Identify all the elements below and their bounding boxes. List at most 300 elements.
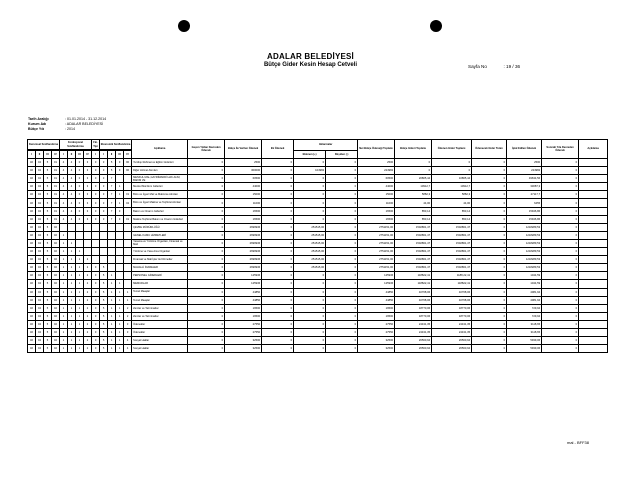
iptal-cell: 4081,94 (507, 288, 542, 296)
butce-ile-cell: 125936 (225, 280, 262, 288)
sonraki-cell: 0 (542, 320, 579, 328)
code-cell: 5 (44, 345, 52, 353)
odenen-cell: 853,14 (432, 207, 472, 215)
odenecek-cell: 0 (472, 183, 507, 191)
code-cell: 7 (108, 207, 116, 215)
code-cell (84, 231, 92, 239)
header-butce-ile: Bütçe İle Verilen Ödenek (225, 140, 262, 159)
code-cell (116, 239, 124, 247)
code-cell: 3 (100, 199, 108, 207)
ek-odenek-cell: 0 (262, 159, 294, 167)
sonraki-cell: 0 (542, 264, 579, 272)
code-cell: 46 (28, 312, 36, 320)
eklenen-cell: 0 (294, 304, 326, 312)
meta-value: : 01.01.2014 - 31.12.2014 (65, 117, 107, 121)
net-butce-cell: 2751151,00 (358, 231, 395, 239)
butce-gideri-cell: 853,14 (395, 215, 432, 223)
description-cell: Bakım ve Onarım Giderleri (132, 207, 188, 215)
eklenen-cell: 0 (294, 345, 326, 353)
odenecek-cell: 0 (472, 191, 507, 199)
gecen-yil-cell: 0 (188, 191, 225, 199)
code-cell: 1 (116, 280, 124, 288)
net-butce-cell: 224982 (358, 167, 395, 175)
code-cell: 1 (76, 304, 84, 312)
budget-table (27, 139, 608, 353)
code-cell (124, 231, 132, 239)
code-cell: 04 (36, 312, 44, 320)
aciklama-cell (579, 264, 608, 272)
code-cell: 02 (52, 256, 60, 264)
aciklama-cell (579, 337, 608, 345)
code-cell: 0 (92, 191, 100, 199)
code-cell: 1 (108, 345, 116, 353)
code-cell: 1 (108, 320, 116, 328)
code-header: III (76, 151, 84, 159)
code-cell: 0 (92, 337, 100, 345)
code-cell: 1 (68, 345, 76, 353)
code-cell: 4 (68, 175, 76, 183)
aciklama-cell (579, 199, 608, 207)
code-cell (116, 175, 124, 183)
code-cell: 3 (84, 183, 92, 191)
code-cell: 46 (28, 207, 36, 215)
eklenen-cell: 251515,00 (294, 264, 326, 272)
odenecek-cell: 0 (472, 159, 507, 167)
code-cell: 5 (100, 264, 108, 272)
table-row (28, 256, 608, 264)
code-cell (108, 248, 116, 256)
code-cell: 1 (108, 312, 116, 320)
code-cell (76, 239, 84, 247)
ek-odenek-cell: 0 (262, 183, 294, 191)
butce-gideri-cell: 20805,44 (395, 175, 432, 183)
code-cell: 1 (124, 288, 132, 296)
code-cell: 5 (108, 167, 116, 175)
code-cell: 4 (68, 215, 76, 223)
doc-title: Bütçe Gider Kesin Hesap Cetveli (263, 62, 358, 68)
code-cell: 3 (100, 183, 108, 191)
code-cell: 1 (116, 288, 124, 296)
code-cell: 1 (108, 304, 116, 312)
code-cell: 04 (36, 215, 44, 223)
code-header: I (60, 151, 68, 159)
odenen-cell: 1502861,47 (432, 264, 472, 272)
butce-ile-cell: 2699936 (225, 256, 262, 264)
code-cell: 46 (28, 159, 36, 167)
butce-gideri-cell: 1502861,47 (395, 239, 432, 247)
odenecek-cell: 0 (472, 288, 507, 296)
header-iptal: İptal Edilen Ödenek (507, 140, 542, 159)
butce-gideri-cell: 26560,94 (395, 337, 432, 345)
ek-odenek-cell: 0 (262, 296, 294, 304)
table-row (28, 199, 608, 207)
code-cell: 1 (116, 345, 124, 353)
code-cell: 0 (76, 183, 84, 191)
dusulen-cell: 0 (326, 272, 358, 280)
group-header-ekonomik: Ekonomik Sınıflandırma (100, 140, 132, 150)
sonraki-cell: 0 (542, 312, 579, 320)
odenecek-cell: 0 (472, 345, 507, 353)
description-cell: Temel Maaşlar (132, 296, 188, 304)
butce-gideri-cell: 26560,94 (395, 345, 432, 353)
code-cell: 1 (68, 239, 76, 247)
code-cell: 5 (100, 312, 108, 320)
dusulen-cell: 0 (326, 183, 358, 191)
code-header: I (28, 151, 36, 159)
code-cell: 02 (52, 239, 60, 247)
code-cell: 3 (100, 191, 108, 199)
meta-value: : ADALAR BELEDİYESİ (65, 122, 104, 126)
aciklama-cell (579, 248, 608, 256)
code-cell: 46 (28, 239, 36, 247)
description-cell: GENEL KAMU HİZMETLERİ (132, 231, 188, 239)
code-cell: 04 (36, 328, 44, 336)
code-header: II (68, 151, 76, 159)
table-row (28, 159, 608, 167)
code-cell: 04 (36, 280, 44, 288)
code-cell: 02 (52, 304, 60, 312)
punch-hole-right (430, 20, 442, 32)
code-cell: 1 (108, 272, 116, 280)
code-cell: 5 (44, 337, 52, 345)
butce-gideri-cell: 118822,41 (395, 280, 432, 288)
odenen-cell: 24431,35 (432, 320, 472, 328)
code-cell: 4 (68, 159, 76, 167)
odenen-cell: 10865,44 (432, 175, 472, 183)
code-cell (100, 256, 108, 264)
code-cell: 1 (116, 183, 124, 191)
gecen-yil-cell: 0 (188, 337, 225, 345)
code-cell: 5 (44, 167, 52, 175)
code-cell: 46 (28, 296, 36, 304)
code-cell: 1 (68, 272, 76, 280)
net-butce-cell: 44000 (358, 183, 395, 191)
net-butce-cell: 60500 (358, 175, 395, 183)
code-cell: 3 (116, 215, 124, 223)
code-cell: 1 (76, 288, 84, 296)
code-cell: 2 (84, 345, 92, 353)
butce-gideri-cell: 18770,06 (395, 304, 432, 312)
butce-ile-cell: 2500 (225, 159, 262, 167)
code-cell: 5 (44, 304, 52, 312)
net-butce-cell: 44850 (358, 296, 395, 304)
code-cell (116, 264, 124, 272)
header-odenen: Ödenen Gider Toplamı (432, 140, 472, 159)
aciklama-cell (579, 296, 608, 304)
sonraki-cell: 0 (542, 256, 579, 264)
header-aciklama-2: Açıklama (579, 140, 608, 159)
code-cell (124, 183, 132, 191)
code-cell: 3 (100, 207, 108, 215)
eklenen-cell: 0 (294, 159, 326, 167)
code-cell: 1 (60, 312, 68, 320)
gecen-yil-cell: 0 (188, 167, 225, 175)
code-cell (116, 248, 124, 256)
dusulen-cell: 0 (326, 175, 358, 183)
odenecek-cell: 0 (472, 223, 507, 231)
code-cell: 04 (36, 264, 44, 272)
iptal-cell: 15946,86 (507, 207, 542, 215)
code-cell: 46 (28, 167, 36, 175)
code-cell: 3 (100, 159, 108, 167)
ek-odenek-cell: 0 (262, 312, 294, 320)
sonraki-cell: 0 (542, 304, 579, 312)
dusulen-cell: 0 (326, 256, 358, 264)
gecen-yil-cell: 0 (188, 304, 225, 312)
code-cell: 1 (60, 328, 68, 336)
code-cell: 46 (28, 215, 36, 223)
code-cell: 5 (44, 272, 52, 280)
code-cell: 04 (36, 159, 44, 167)
odenen-cell: 853,14 (432, 215, 472, 223)
odenecek-cell: 0 (472, 337, 507, 345)
meta-value: : 2014 (65, 127, 75, 131)
org-title: ADALAR BELEDİYESİ (267, 52, 354, 61)
butce-ile-cell: 19500 (225, 312, 262, 320)
butce-ile-cell: 16500 (225, 207, 262, 215)
code-cell (108, 264, 116, 272)
code-cell: 46 (28, 223, 36, 231)
code-cell: 1 (68, 248, 76, 256)
code-cell: 46 (28, 320, 36, 328)
butce-ile-cell: 27550 (225, 328, 262, 336)
butce-ile-cell: 15000 (225, 191, 262, 199)
code-cell: 5 (44, 280, 52, 288)
code-cell: 04 (36, 288, 44, 296)
code-cell: 4 (68, 199, 76, 207)
code-cell: 1 (76, 248, 84, 256)
gecen-yil-cell: 0 (188, 199, 225, 207)
code-cell (68, 231, 76, 239)
net-butce-cell: 19500 (358, 304, 395, 312)
code-cell (108, 239, 116, 247)
butce-gideri-cell: 18770,06 (395, 312, 432, 320)
code-cell: 2 (84, 272, 92, 280)
code-cell: 02 (124, 199, 132, 207)
code-cell: 04 (36, 175, 44, 183)
butce-ile-cell: 32500 (225, 345, 262, 353)
aciklama-cell (579, 328, 608, 336)
code-cell: 1 (68, 320, 76, 328)
butce-ile-cell: 27550 (225, 320, 262, 328)
eklenen-cell: 0 (294, 199, 326, 207)
aciklama-cell (579, 288, 608, 296)
code-cell: 5 (100, 337, 108, 345)
code-cell: 3 (124, 320, 132, 328)
meta-label: Tarih Aralığı (28, 117, 49, 121)
butce-ile-cell: 32500 (225, 337, 262, 345)
aciklama-cell (579, 191, 608, 199)
code-cell: 0 (92, 312, 100, 320)
gecen-yil-cell: 0 (188, 207, 225, 215)
eklenen-cell: 251515,00 (294, 239, 326, 247)
table-row (28, 231, 608, 239)
gecen-yil-cell: 0 (188, 175, 225, 183)
butce-gideri-cell: 1502861,47 (395, 223, 432, 231)
sonraki-cell: 0 (542, 223, 579, 231)
dusulen-cell: 0 (326, 239, 358, 247)
code-cell (100, 231, 108, 239)
code-header: II (108, 151, 116, 159)
code-cell: 04 (36, 345, 44, 353)
table-row (28, 191, 608, 199)
net-butce-cell: 32500 (358, 337, 395, 345)
butce-gideri-cell: 1502861,47 (395, 256, 432, 264)
code-cell: 1 (60, 239, 68, 247)
gecen-yil-cell: 0 (188, 320, 225, 328)
ek-odenek-cell: 0 (262, 304, 294, 312)
code-cell: 5 (100, 280, 108, 288)
code-cell: 5 (100, 296, 108, 304)
code-cell: 0 (92, 183, 100, 191)
code-cell: 5 (44, 223, 52, 231)
page-label: Sayfa No (468, 64, 487, 69)
butce-ile-cell: 125936 (225, 272, 262, 280)
code-cell (92, 248, 100, 256)
dusulen-cell: 0 (326, 320, 358, 328)
code-cell: 2 (84, 280, 92, 288)
code-cell (68, 223, 76, 231)
code-cell: 1 (116, 304, 124, 312)
iptal-cell: 6455 (507, 199, 542, 207)
code-cell: 4 (60, 207, 68, 215)
code-cell: 1 (60, 320, 68, 328)
code-cell: 01 (52, 207, 60, 215)
code-cell: 5 (44, 264, 52, 272)
odenen-cell: 26560,94 (432, 345, 472, 353)
eklenen-cell: 0 (294, 215, 326, 223)
code-cell: 4 (124, 345, 132, 353)
sonraki-cell: 0 (542, 272, 579, 280)
code-cell: 1 (76, 296, 84, 304)
code-cell: 46 (28, 183, 36, 191)
code-cell (124, 207, 132, 215)
odenen-cell: 0 (432, 167, 472, 175)
dusulen-cell: 0 (326, 223, 358, 231)
butce-gideri-cell: 10912,7 (395, 183, 432, 191)
butce-ile-cell: 300000 (225, 167, 262, 175)
code-cell (92, 256, 100, 264)
dusulen-cell: 0 (326, 288, 358, 296)
code-cell: 5 (108, 159, 116, 167)
code-cell: 1 (60, 248, 68, 256)
eklenen-cell: 251515,00 (294, 231, 326, 239)
sonraki-cell: 0 (542, 231, 579, 239)
code-cell: 1 (108, 280, 116, 288)
header-sonraki: Sonraki Yıla Devreden Ödenek (542, 140, 579, 159)
description-cell: Zamlar ve Tazminatlar (132, 312, 188, 320)
butce-ile-cell: 44850 (225, 296, 262, 304)
table-row (28, 320, 608, 328)
code-cell: 02 (52, 320, 60, 328)
sonraki-cell: 0 (542, 183, 579, 191)
code-cell: 04 (36, 199, 44, 207)
gecen-yil-cell: 0 (188, 215, 225, 223)
sonraki-cell: 0 (542, 215, 579, 223)
code-cell (92, 231, 100, 239)
code-cell: 7 (108, 191, 116, 199)
butce-ile-cell: 16500 (225, 215, 262, 223)
code-cell: 5 (44, 312, 52, 320)
iptal-cell: 1218289,53 (507, 248, 542, 256)
table-row (28, 248, 608, 256)
code-cell: 46 (28, 304, 36, 312)
table-row (28, 345, 608, 353)
eklenen-cell: 0 (294, 296, 326, 304)
odenen-cell: 40768,06 (432, 296, 472, 304)
net-butce-cell: 32500 (358, 345, 395, 353)
net-butce-cell: 2751151,00 (358, 248, 395, 256)
ek-odenek-cell: 0 (262, 337, 294, 345)
code-cell: 0 (92, 175, 100, 183)
code-cell: 04 (36, 256, 44, 264)
eklenen-cell: 251515,00 (294, 248, 326, 256)
code-cell: 0 (92, 272, 100, 280)
code-cell: 2 (124, 304, 132, 312)
code-cell: 04 (36, 296, 44, 304)
gecen-yil-cell: 0 (188, 239, 225, 247)
code-cell: 9 (116, 167, 124, 175)
code-cell (116, 272, 124, 280)
table-row (28, 167, 608, 175)
group-header-aktarmalar: Aktarmalar (294, 140, 358, 151)
code-cell: 0 (76, 199, 84, 207)
ek-odenek-cell: 0 (262, 280, 294, 288)
code-cell: 1 (76, 264, 84, 272)
code-cell: 0 (92, 296, 100, 304)
net-butce-cell: 27550 (358, 328, 395, 336)
gecen-yil-cell: 0 (188, 272, 225, 280)
code-cell: 3 (84, 175, 92, 183)
butce-gideri-cell: 1502861,47 (395, 248, 432, 256)
sonraki-cell: 0 (542, 159, 579, 167)
group-header-kurumsal: Kurumsal Sınıflandırma (28, 140, 60, 150)
description-cell: Yasama ve Yürütme Organları, Finansal ve Mali (132, 239, 188, 247)
code-cell: 46 (28, 256, 36, 264)
code-cell: 0 (76, 215, 84, 223)
net-butce-cell: 2751151,00 (358, 256, 395, 264)
butce-gideri-cell: 40768,06 (395, 288, 432, 296)
aciklama-cell (579, 312, 608, 320)
net-butce-cell: 2751151,00 (358, 264, 395, 272)
report-meta (28, 117, 106, 132)
dusulen-cell: 0 (326, 280, 358, 288)
odenen-cell: 24431,35 (432, 328, 472, 336)
net-butce-cell: 27550 (358, 320, 395, 328)
butce-ile-cell: 2699936 (225, 231, 262, 239)
ek-odenek-cell: 0 (262, 264, 294, 272)
butce-ile-cell: 44000 (225, 183, 262, 191)
iptal-cell: 1218289,53 (507, 239, 542, 247)
code-header: III (116, 151, 124, 159)
code-cell (84, 223, 92, 231)
gecen-yil-cell: 0 (188, 280, 225, 288)
odenecek-cell: 0 (472, 320, 507, 328)
odenen-cell: 0 (432, 159, 472, 167)
code-cell (116, 231, 124, 239)
code-cell: 01 (52, 167, 60, 175)
net-butce-cell: 125936 (358, 280, 395, 288)
table-row (28, 264, 608, 272)
aciklama-cell (579, 280, 608, 288)
code-cell: 02 (52, 296, 60, 304)
code-cell: 1 (124, 296, 132, 304)
code-cell (76, 231, 84, 239)
code-cell: 46 (28, 264, 36, 272)
gecen-yil-cell: 0 (188, 231, 225, 239)
code-cell: 7 (108, 215, 116, 223)
header-odenecek: Ödenecek Gider Tutarı (472, 140, 507, 159)
